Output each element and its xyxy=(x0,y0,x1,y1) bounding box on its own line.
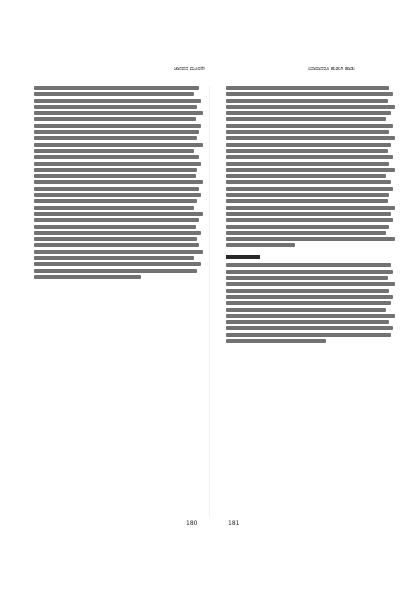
left-running-header: ಜಾನಪದ ಮೂರನೇ xyxy=(174,66,205,72)
gutter xyxy=(209,86,210,516)
right-text-column xyxy=(226,86,398,345)
left-page-number: 180 xyxy=(186,520,198,527)
right-page-number: 181 xyxy=(228,520,240,527)
right-running-header: ಯಾವಾದರೂ ಹುಡುಗಿ ಹಾಡು xyxy=(308,66,355,72)
section-heading xyxy=(226,255,260,259)
left-text-column xyxy=(34,86,206,281)
